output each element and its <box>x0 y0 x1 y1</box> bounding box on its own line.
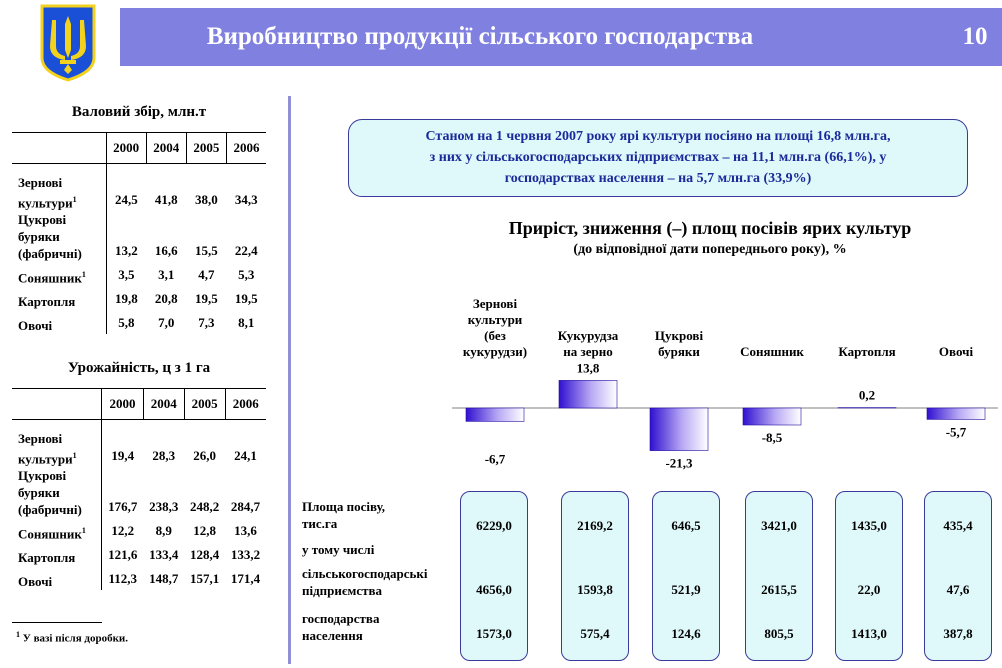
table-row <box>12 211 266 262</box>
row-label-line <box>18 245 103 262</box>
category-label-line: Овочі <box>938 344 974 359</box>
row-label-text: Цукрові <box>18 212 67 228</box>
row-label-total-line: тис.га <box>302 516 338 531</box>
year-header: 2000 <box>106 133 146 164</box>
bar-value-label: -5,7 <box>945 424 967 440</box>
year-header: 2005 <box>184 389 225 420</box>
row-label-line <box>18 447 98 467</box>
row-label <box>12 566 102 590</box>
table-cell: 41,8 <box>154 192 178 208</box>
table-cell: 16,6 <box>154 243 178 259</box>
row-label <box>12 518 102 542</box>
table-cell: 38,0 <box>195 192 218 208</box>
table-cell: 28,3 <box>152 448 176 464</box>
table-row <box>12 262 266 286</box>
category-label <box>558 328 619 359</box>
table-row <box>12 310 266 334</box>
row-label-text: Соняшник <box>18 526 82 542</box>
category-label <box>463 296 527 359</box>
row-label <box>12 211 106 262</box>
value-enterprises: 4656,0 <box>476 582 512 597</box>
ukraine-trident-emblem-icon <box>38 2 98 82</box>
value-total: 646,5 <box>671 518 701 533</box>
table-cell: 8,9 <box>155 523 172 539</box>
table-cell: 5,8 <box>106 310 146 334</box>
table-cell: 7,0 <box>158 315 175 331</box>
table-row <box>12 518 266 542</box>
table-row <box>12 286 266 310</box>
row-label-text: культури <box>18 195 73 211</box>
value-total: 3421,0 <box>761 518 797 533</box>
info-line: з них у сільськогосподарських підприємствах – на 11,1 млн.га (66,1%), у <box>429 150 887 165</box>
table-cell: 24,1 <box>234 448 257 464</box>
row-label-total <box>302 498 385 532</box>
table-cell: 13,6 <box>234 523 257 539</box>
table-cell: 3,5 <box>106 262 146 286</box>
row-label-total-line: Площа посіву, <box>302 499 386 514</box>
table-cell: 4,7 <box>198 267 215 283</box>
table-cell: 19,5 <box>234 291 258 307</box>
value-enterprises: 1593,8 <box>577 582 613 597</box>
table-header-row <box>12 389 266 420</box>
row-label-text: Овочі <box>18 318 53 334</box>
page-number: 10 <box>962 23 988 50</box>
row-label-text: буряки <box>18 485 60 501</box>
section-divider <box>288 96 291 664</box>
row-label-text: Картопля <box>18 550 76 566</box>
row-label-enterprises-line: підприємства <box>302 583 383 598</box>
value-households: 1573,0 <box>476 626 512 641</box>
yield-title: Урожайність, ц з 1 га <box>67 360 211 376</box>
row-label <box>12 467 102 518</box>
row-label-text: Зернові <box>18 431 63 446</box>
row-label-text: (фабричні) <box>18 246 82 262</box>
table-cell: 12,8 <box>193 523 216 539</box>
footnote <box>16 630 128 645</box>
table-cell: 128,4 <box>189 547 220 563</box>
row-label <box>12 262 106 286</box>
value-households: 387,8 <box>943 626 973 641</box>
table-cell: 157,1 <box>189 571 220 587</box>
header-spacer <box>12 133 106 164</box>
row-label-households-line: населення <box>302 628 363 643</box>
row-label-enterprises-line: сільськогосподарські <box>302 566 428 581</box>
table-cell: 34,3 <box>234 192 258 208</box>
category-label-line: Зернові <box>472 296 518 311</box>
bar <box>743 408 801 425</box>
table-cell: 238,3 <box>149 499 179 515</box>
value-households: 805,5 <box>764 626 794 641</box>
row-label-text: (фабричні) <box>18 502 82 518</box>
table-row <box>12 164 266 212</box>
row-label-line <box>18 484 98 501</box>
table-cell: 133,4 <box>149 547 179 563</box>
value-households: 1413,0 <box>851 626 887 641</box>
table-cell: 19,5 <box>195 291 218 307</box>
footnote-ref: 1 <box>72 451 77 460</box>
row-label-line <box>18 317 103 334</box>
table-cell: 176,7 <box>102 467 143 518</box>
bar-value-label: -8,5 <box>761 430 783 445</box>
table-row <box>12 542 266 566</box>
table-cell: 22,4 <box>234 243 258 259</box>
table-cell: 7,3 <box>198 315 215 331</box>
chart-subtitle: (до відповідної дати попереднього року), % <box>573 242 847 257</box>
row-label-enterprises <box>302 565 428 599</box>
table-header-row <box>12 133 266 164</box>
table-cell: 121,6 <box>102 542 143 566</box>
row-label-line <box>18 467 98 484</box>
category-label-line: Кукурудза <box>557 328 619 343</box>
table-cell: 148,7 <box>149 571 179 587</box>
category-label-line: кукурудзи) <box>462 344 528 359</box>
value-households: 575,4 <box>580 626 610 641</box>
year-header: 2006 <box>226 133 266 164</box>
row-label-including: у тому числі <box>302 542 375 557</box>
category-label <box>838 344 895 359</box>
info-box <box>348 119 968 197</box>
row-label-text: культури <box>18 451 73 467</box>
row-label-line <box>18 430 98 447</box>
footnote-text: У вазі після доробки. <box>22 632 128 645</box>
bar-value-label: -6,7 <box>484 451 506 467</box>
year-header: 2000 <box>102 389 143 420</box>
row-label-line <box>18 293 103 310</box>
table-cell: 26,0 <box>193 448 216 464</box>
footnote-ref: 1 <box>72 195 77 204</box>
table-row <box>12 420 266 468</box>
row-label-line <box>18 549 98 566</box>
table-cell: 20,8 <box>154 291 178 307</box>
value-enterprises: 2615,5 <box>761 582 797 597</box>
yield-table <box>12 388 266 590</box>
bar-value-label: 0,2 <box>858 387 876 403</box>
footnote-mark: 1 <box>16 630 20 639</box>
row-label <box>12 542 102 566</box>
value-total: 6229,0 <box>476 518 512 533</box>
category-label <box>740 344 804 359</box>
bar-value-label: -21,3 <box>665 455 693 471</box>
footnote-divider <box>12 622 102 623</box>
value-enterprises: 22,0 <box>857 582 881 597</box>
header-spacer <box>12 389 102 420</box>
category-label <box>655 328 704 359</box>
year-header: 2005 <box>186 133 226 164</box>
row-label-text: Соняшник <box>18 270 82 286</box>
footnote-ref: 1 <box>81 526 86 535</box>
row-label-line <box>18 211 103 228</box>
category-label <box>939 344 974 359</box>
table-cell: 112,3 <box>102 566 143 590</box>
table-cell: 15,5 <box>195 243 218 259</box>
table-cell: 8,1 <box>238 315 255 331</box>
table-cell: 284,7 <box>230 499 261 515</box>
row-label <box>12 164 106 212</box>
info-line: Станом на 1 червня 2007 року ярі культури посіяно на площі 16,8 млн.га, <box>425 129 891 144</box>
row-label <box>12 286 106 310</box>
bar-value-label: 13,8 <box>576 360 600 376</box>
row-label-line <box>18 522 98 542</box>
value-enterprises: 47,6 <box>946 582 970 597</box>
value-total: 1435,0 <box>851 518 887 533</box>
table-cell: 171,4 <box>230 571 261 587</box>
table-cell: 12,2 <box>102 518 143 542</box>
row-label-line <box>18 174 103 191</box>
value-total: 2169,2 <box>577 518 613 533</box>
bar <box>466 408 524 421</box>
table-cell: 5,3 <box>238 267 255 283</box>
table-cell: 133,2 <box>230 547 261 563</box>
category-label-line: Картопля <box>838 344 896 359</box>
year-header: 2004 <box>143 389 184 420</box>
table-row <box>12 467 266 518</box>
row-label-text: Картопля <box>18 294 76 310</box>
category-label-line: Соняшник <box>740 344 804 359</box>
table-cell: 13,2 <box>106 211 146 262</box>
value-enterprises: 521,9 <box>671 582 701 597</box>
row-label <box>12 310 106 334</box>
row-label-line <box>18 191 103 211</box>
row-label-text: буряки <box>18 229 60 245</box>
row-label-text: Зернові <box>18 175 63 190</box>
value-households: 124,6 <box>671 626 701 641</box>
chart-title: Приріст, зниження (–) площ посівів ярих культур <box>508 218 912 238</box>
year-header: 2004 <box>146 133 186 164</box>
table-cell: 24,5 <box>106 164 146 212</box>
gross-harvest-title: Валовий збір, млн.т <box>71 104 207 120</box>
row-label-line <box>18 501 98 518</box>
row-label-households-line: господарства <box>302 611 380 626</box>
table-cell: 248,2 <box>189 499 220 515</box>
year-header: 2006 <box>225 389 266 420</box>
category-label-line: буряки <box>658 344 700 359</box>
bar <box>559 380 617 408</box>
row-label-text: Цукрові <box>18 468 67 484</box>
info-line: господарствах населення – на 5,7 млн.га (33,9%) <box>504 171 812 186</box>
table-cell: 3,1 <box>158 267 175 283</box>
bar <box>650 408 708 451</box>
category-label-line: культури <box>467 312 523 327</box>
row-label <box>12 420 102 468</box>
value-total: 435,4 <box>943 518 973 533</box>
bar <box>927 408 985 419</box>
category-label-line: Цукрові <box>654 328 704 343</box>
table-row <box>12 566 266 590</box>
footnote-ref: 1 <box>81 270 86 279</box>
row-label-line <box>18 266 103 286</box>
page-title: Виробництво продукції сільського господарства <box>206 23 754 50</box>
category-label-line: (без <box>484 328 506 343</box>
table-cell: 19,8 <box>106 286 146 310</box>
row-label-households <box>302 610 379 644</box>
row-label-line <box>18 228 103 245</box>
table-cell: 19,4 <box>102 420 143 468</box>
row-label-text: Овочі <box>18 574 53 590</box>
bar-chart <box>440 280 1000 485</box>
category-label-line: на зерно <box>563 344 613 359</box>
row-label-line <box>18 573 98 590</box>
gross-harvest-table <box>12 132 266 334</box>
